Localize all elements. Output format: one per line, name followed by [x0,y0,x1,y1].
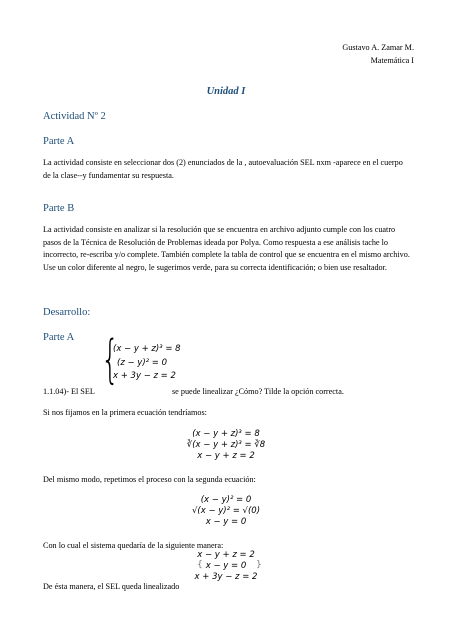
parte-a-text: La actividad consiste en seleccionar dos (2) enunciados de la , autoevaluación SEL nxm -aparece en el cuerpo de la clase--y fundamentar su respuesta. [43,158,403,180]
system-eq-3: x + 3y − z = 2 [113,371,176,381]
desarrollo-parte-a-heading: Parte A [43,332,75,343]
second-eq-step-3: x − y = 0 [205,517,247,527]
linear-eq-2: x − y = 0 [205,561,247,571]
second-eq-step-1: (x − y)² = 0 [200,495,252,505]
item-prefix: 1.1.04)- El SEL [43,387,95,396]
system-eq-1: (x − y + z)³ = 8 [113,344,181,354]
second-eq-steps [176,495,276,528]
system-intro: Con lo cual el sistema quedaría de la siguiente manera: [43,541,224,550]
nonlinear-system [113,343,181,384]
first-eq-intro: Si nos fijamos en la primera ecuación tendríamos: [43,408,207,417]
first-eq-step-2: ∛(x − y + z)³ = ∛8 [186,440,266,450]
first-eq-steps [176,429,276,462]
desarrollo-heading: Desarrollo: [43,307,91,318]
system-eq-2: (z − y)² = 0 [117,357,167,368]
linear-brace-right-icon: } [256,560,262,570]
item-question: se puede linealizar ¿Cómo? Tilde la opción correcta. [172,387,344,396]
parte-b-text: La actividad consiste en analizar si la resolución que se encuentra en archivo adjunto cumple con los cuatro pasos de la Técnica de Resolución de Problemas ideada por Polya. Como respuesta a ese análisis tache lo incorrecto, re-escriba y/o complete. También complete la tabla de control que se encuentra en el mismo archivo. Use un color diferente al negro, le sugerimos verde, para su correcta identificación; o bien use resaltador. [43,225,410,272]
header-block [342,42,414,67]
first-eq-step-3: x − y + z = 2 [197,451,255,461]
subject-name: Matemática I [370,55,414,65]
second-eq-intro: Del mismo modo, repetimos el proceso con la segunda ecuación: [43,475,256,484]
parte-b-heading: Parte B [43,203,75,214]
activity-heading: Actividad Nº 2 [43,111,106,122]
linear-brace-left-icon: { [197,560,203,570]
linear-eq-3: x + 3y − z = 2 [194,572,258,582]
first-eq-step-1: (x − y + z)³ = 8 [192,429,260,439]
linear-eq-1: x − y + z = 2 [197,550,255,560]
page-title: Unidad I [206,86,246,97]
author-name: Gustavo A. Zamar M. [342,43,414,52]
second-eq-step-2: √(x − y)² = √(0) [191,506,261,516]
left-brace-icon: { [101,330,120,390]
conclusion: De ésta manera, el SEL queda linealizado [43,582,180,591]
parte-a-heading: Parte A [43,136,75,147]
